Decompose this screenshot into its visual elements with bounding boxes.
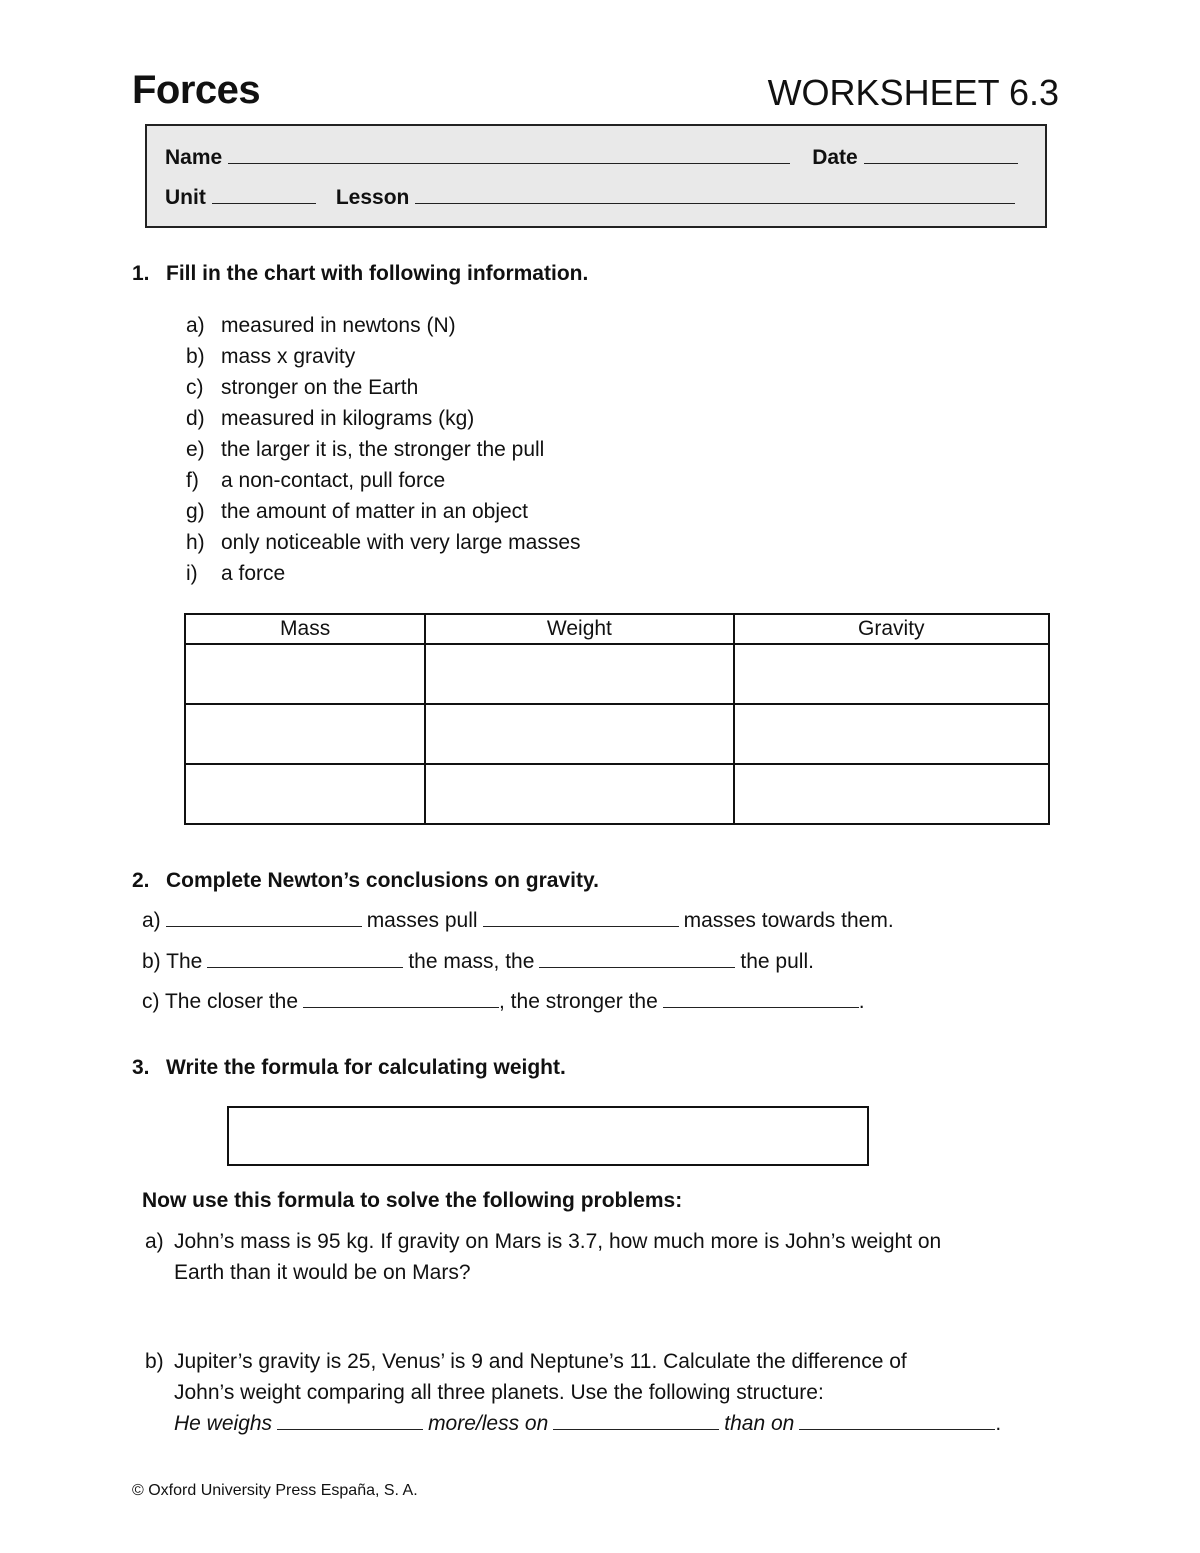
list-item: c) stronger on the Earth [186,376,419,399]
table-cell[interactable] [425,644,733,704]
table-row [185,764,1049,824]
question-number: 3. [132,1056,150,1079]
list-item: d) measured in kilograms (kg) [186,407,475,430]
column-header-mass: Mass [185,614,425,644]
problem-a: a) John’s mass is 95 kg. If gravity on Mars is 3.7, how much more is John’s weight on Earth than it would be on Mars? [145,1230,942,1284]
question-prompt: Complete Newton’s conclusions on gravity. [166,869,599,892]
student-info-box [145,124,1047,228]
now-use-heading: Now use this formula to solve the following problems: [142,1189,683,1212]
problem-b: b) Jupiter’s gravity is 25, Venus’ is 9 and Neptune’s 11. Calculate the difference of John’s weight comparing all three planets. Use the following structure: He weighs more/less on than on . [145,1346,1065,1439]
blank-field[interactable] [483,925,679,927]
list-item: h) only noticeable with very large masses [186,531,581,554]
name-row [165,146,1018,170]
table-row [185,704,1049,764]
table-cell[interactable] [185,764,425,824]
worksheet-title: Forces [132,68,261,112]
date-field[interactable] [864,162,1018,164]
worksheet-number: WORKSHEET 6.3 [767,72,1059,113]
list-item: e) the larger it is, the stronger the pull [186,438,545,461]
list-item: i) a force [186,562,286,585]
mass-weight-gravity-chart [184,613,1050,825]
lesson-label: Lesson [335,186,410,209]
list-item: a) measured in newtons (N) [186,314,456,337]
blank-field[interactable] [277,1428,423,1430]
blank-field[interactable] [799,1428,995,1430]
sentence-a: a) masses pull masses towards them. [142,909,894,932]
table-cell[interactable] [425,764,733,824]
table-cell[interactable] [185,644,425,704]
date-label: Date [812,146,858,169]
list-item: b) mass x gravity [186,345,356,368]
table-cell[interactable] [734,704,1049,764]
formula-answer-box[interactable] [227,1106,869,1166]
question-1 [132,262,588,286]
table-cell[interactable] [185,704,425,764]
column-header-weight: Weight [425,614,733,644]
blank-field[interactable] [303,1006,499,1008]
blank-field[interactable] [539,966,735,968]
answer-structure: He weighs more/less on than on . [174,1412,1002,1435]
copyright-footer: © Oxford University Press España, S. A. [132,1482,418,1499]
unit-field[interactable] [212,202,316,204]
list-item: g) the amount of matter in an object [186,500,529,523]
question-2 [132,869,599,893]
blank-field[interactable] [663,1006,859,1008]
lesson-field[interactable] [415,202,1015,204]
question-prompt: Write the formula for calculating weight. [166,1056,566,1079]
name-field[interactable] [228,162,790,164]
table-row [185,644,1049,704]
unit-lesson-row [165,186,1015,210]
question-prompt: Fill in the chart with following information. [166,262,589,285]
column-header-gravity: Gravity [734,614,1049,644]
sentence-c: c) The closer the , the stronger the . [142,990,865,1013]
info-list [186,310,581,589]
blank-field[interactable] [553,1428,719,1430]
question-number: 2. [132,869,150,892]
table-cell[interactable] [425,704,733,764]
sentence-b: b) The the mass, the the pull. [142,950,814,973]
question-number: 1. [132,262,150,285]
list-item: f) a non-contact, pull force [186,469,446,492]
table-cell[interactable] [734,764,1049,824]
blank-field[interactable] [166,925,362,927]
blank-field[interactable] [207,966,403,968]
table-cell[interactable] [734,644,1049,704]
name-label: Name [165,146,223,169]
question-3 [132,1056,566,1080]
unit-label: Unit [165,186,206,209]
